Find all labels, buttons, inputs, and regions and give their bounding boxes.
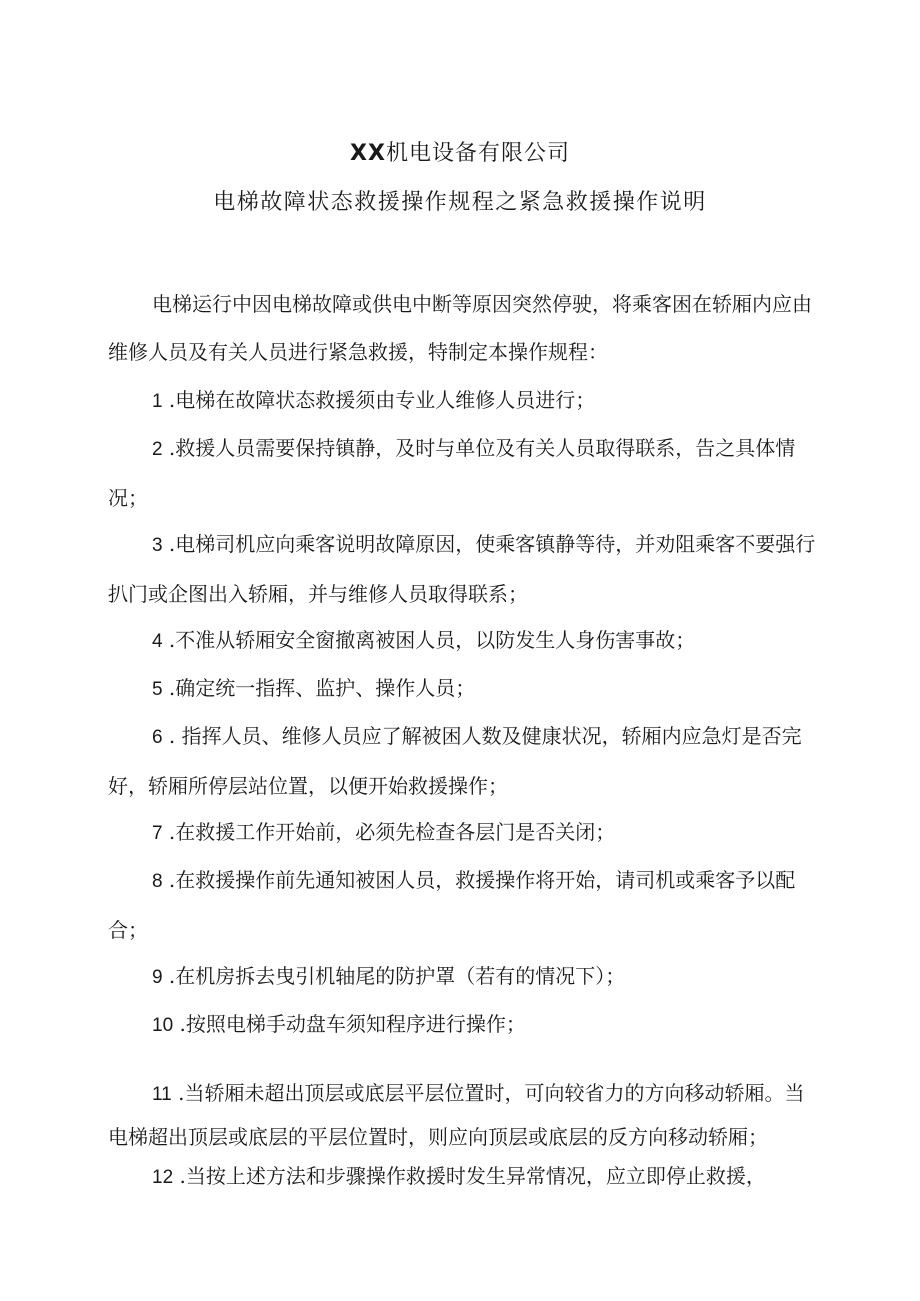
item-text: .按照电梯手动盘车须知程序进行操作； (173, 1012, 526, 1036)
list-item-2 (108, 424, 824, 522)
list-item-5 (108, 664, 824, 714)
item-number: 11 (152, 1084, 172, 1105)
list-item-10 (108, 1000, 824, 1050)
company-suffix: 机电设备有限公司 (385, 141, 570, 166)
item-number: 8 (152, 871, 163, 892)
item-text: .当轿厢未超出顶层或底层平层位置时，可向较省力的方向移动轿厢。当电梯超出顶层或底层的平层位置时，则应向顶层或底层的反方向移动轿厢； (108, 1081, 805, 1149)
item-number: 1 (152, 391, 163, 412)
item-text: .当按上述方法和步骤操作救援时发生异常情况，应立即停止救援， (173, 1164, 766, 1188)
item-text: . 指挥人员、维修人员应了解被困人数及健康状况，轿厢内应急灯是否完好，轿厢所停层站位置，以便开始救援操作； (108, 724, 802, 798)
list-item-12 (108, 1152, 824, 1202)
item-number: 12 (152, 1167, 174, 1188)
item-text: .电梯司机应向乘客说明故障原因，使乘客镇静等待，并劝阻乘客不要强行扒门或企图出入轿厢，并与维修人员取得联系； (108, 532, 816, 606)
list-item-6 (108, 712, 824, 810)
list-item-1 (108, 376, 824, 426)
item-text: .在机房拆去曳引机轴尾的防护罩（若有的情况下）； (162, 964, 626, 988)
item-number: 3 (152, 535, 163, 556)
item-number: 9 (152, 967, 163, 988)
list-item-4 (108, 616, 824, 666)
company-name (0, 136, 920, 167)
item-number: 2 (152, 439, 163, 460)
company-prefix: XX (350, 141, 386, 166)
list-item-11 (108, 1072, 824, 1158)
item-text: .在救援工作开始前，必须先检查各层门是否关闭； (162, 820, 616, 844)
item-text: .救援人员需要保持镇静，及时与单位及有关人员取得联系，告之具体情况； (108, 436, 796, 510)
item-number: 10 (152, 1015, 174, 1036)
item-number: 5 (152, 679, 163, 700)
intro-paragraph: 电梯运行中因电梯故障或供电中断等原因突然停驶，将乘客困在轿厢内应由维修人员及有关人员进行紧急救援，特制定本操作规程： (108, 292, 812, 364)
document-title: 电梯故障状态救援操作规程之紧急救援操作说明 (213, 190, 707, 215)
list-item-3 (108, 520, 824, 618)
item-number: 7 (152, 823, 163, 844)
item-number: 4 (152, 631, 163, 652)
list-item-8 (108, 856, 824, 954)
item-text: .电梯在故障状态救援须由专业人维修人员进行； (162, 388, 596, 412)
list-item-9 (108, 952, 824, 1002)
item-text: .不准从轿厢安全窗撤离被困人员，以防发生人身伤害事故； (162, 628, 696, 652)
item-number: 6 (152, 727, 163, 748)
item-text: .确定统一指挥、监护、操作人员； (162, 676, 476, 700)
item-text: .在救援操作前先通知被困人员，救援操作将开始，请司机或乘客予以配合； (108, 868, 796, 942)
list-item-7 (108, 808, 824, 858)
